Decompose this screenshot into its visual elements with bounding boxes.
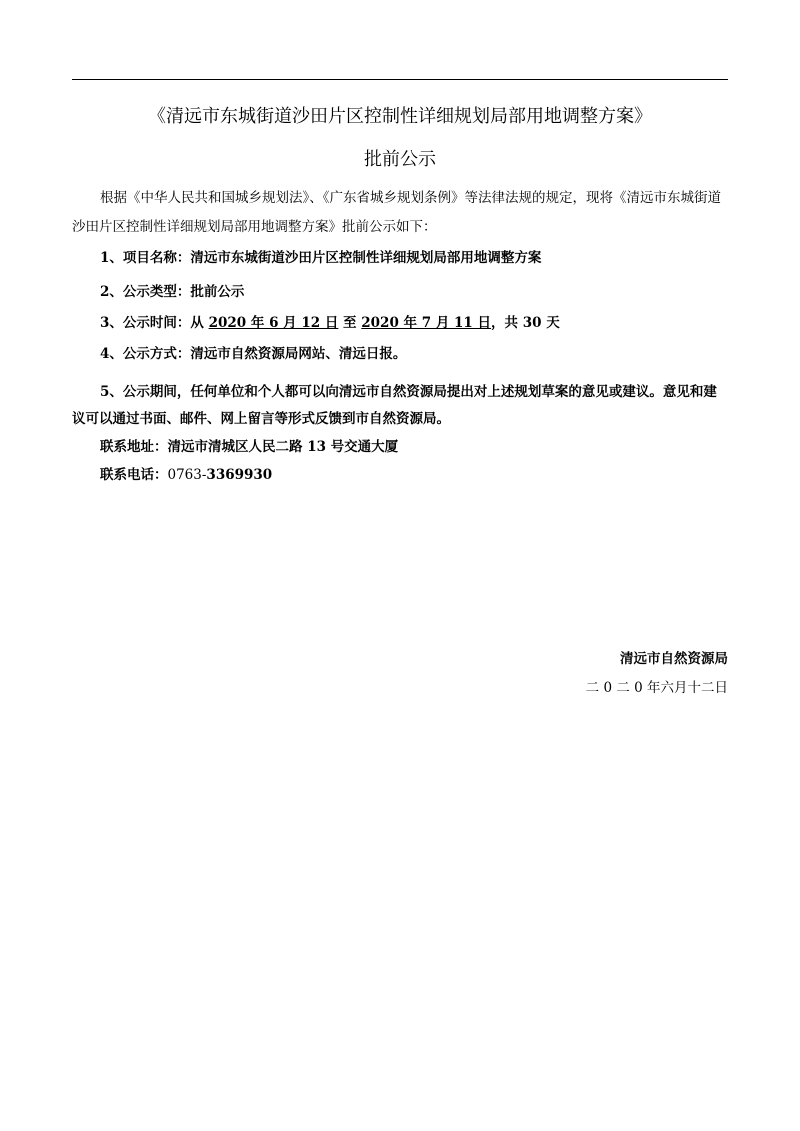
contact-phone-prefix: 0763- [167, 467, 207, 483]
notice-end-date: 2020 年 7 月 11 日 [361, 315, 492, 331]
item-feedback: 5、公示期间，任何单位和个人都可以向清远市自然资源局提出对上述规划草案的意见或建议。意见和建议可以通过书面、邮件、网上留言等形式反馈到市自然资源局。 [72, 384, 717, 427]
issue-date: 二 0 二 0 年六月十二日 [585, 680, 728, 696]
contact-phone [100, 465, 272, 485]
notice-period-suffix: ，共 30 天 [491, 315, 560, 331]
contact-phone-label: 联系电话： [100, 467, 168, 483]
item-project-name: 1、项目名称：清远市东城街道沙田片区控制性详细规划局部用地调整方案 [100, 250, 542, 266]
document-title: 《清远市东城街道沙田片区控制性详细规划局部用地调整方案》 [148, 106, 652, 127]
header-rule [72, 79, 728, 80]
contact-address: 联系地址：清远市清城区人民二路 13 号交通大厦 [100, 439, 399, 455]
intro-paragraph: 根据《中华人民共和国城乡规划法》、《广东省城乡规划条例》等法律法规的规定，现将《清远市东城街道沙田片区控制性详细规划局部用地调整方案》批前公示如下： [72, 190, 721, 235]
item-notice-method: 4、公示方式：清远市自然资源局网站、清远日报。 [100, 346, 407, 362]
document-subtitle: 批前公示 [364, 149, 436, 170]
issuer-name: 清远市自然资源局 [620, 651, 728, 667]
notice-start-date: 2020 年 6 月 12 日 [208, 315, 339, 331]
item-notice-type: 2、公示类型：批前公示 [100, 284, 245, 300]
item-notice-period [100, 313, 560, 333]
notice-period-middle: 至 [338, 315, 362, 331]
notice-period-prefix: 3、公示时间：从 [100, 315, 209, 331]
contact-phone-number: 3369930 [206, 467, 273, 483]
